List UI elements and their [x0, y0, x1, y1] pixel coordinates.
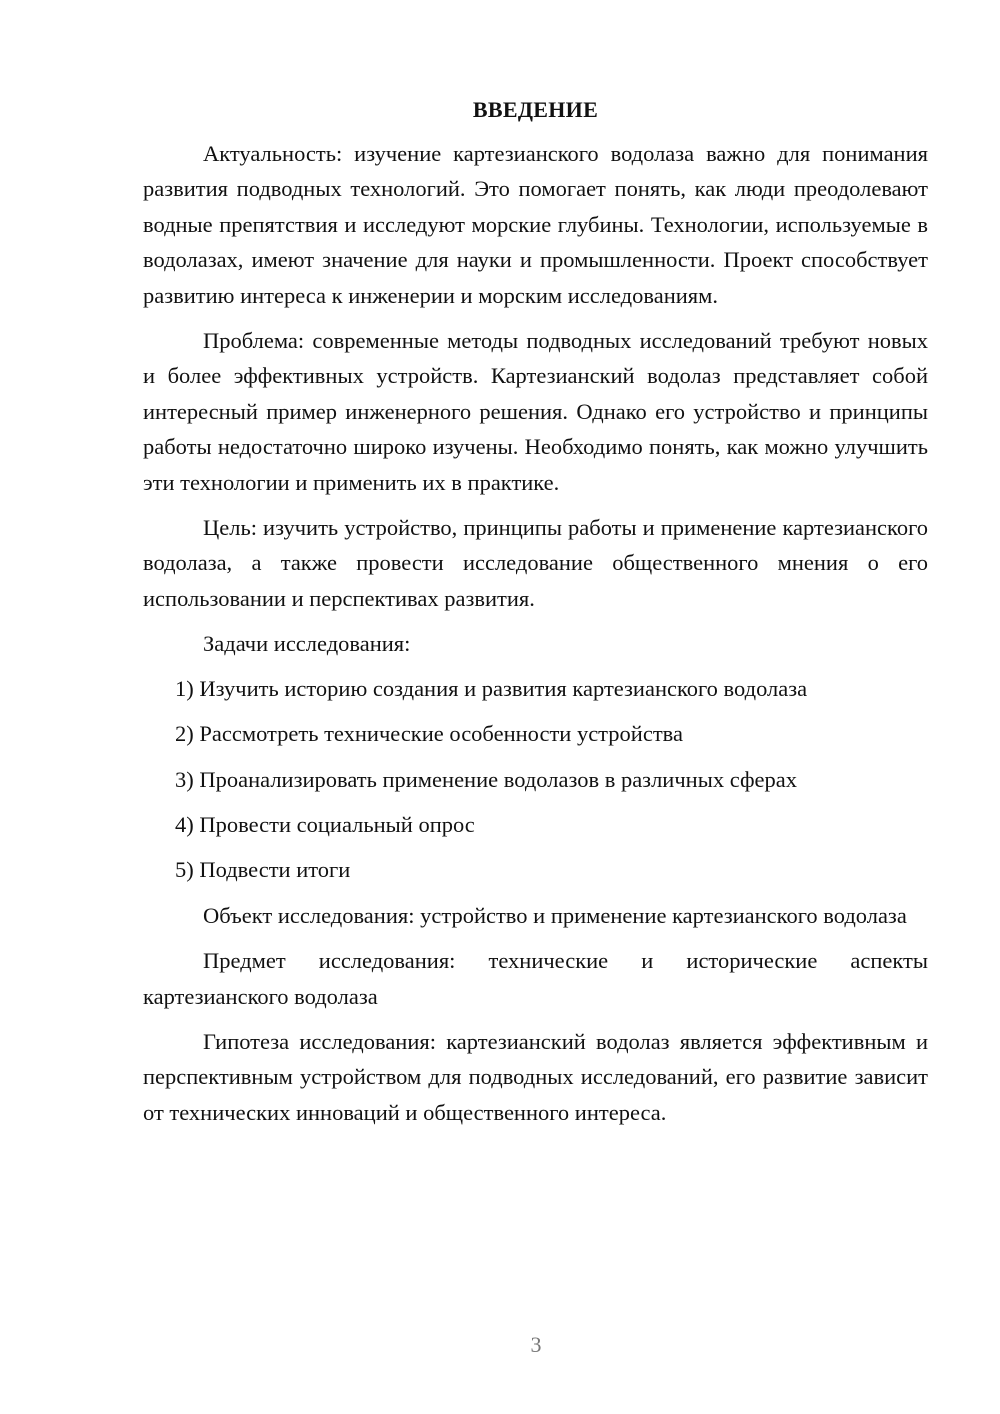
list-item: 1) Изучить историю создания и развития картезианского водолаза — [175, 675, 808, 701]
object-paragraph: Объект исследования: устройство и применение картезианского водолаза — [203, 902, 907, 928]
tasks-heading: Задачи исследования: — [203, 631, 411, 657]
hypothesis-paragraph: Гипотеза исследования: картезианский водолаз является эффективным и перспективным устройством для подводных исследований, его развитие зависит от технических инноваций и общественного интереса. — [143, 1028, 928, 1125]
list-item: 2) Рассмотреть технические особенности устройства — [175, 721, 683, 747]
problem-paragraph: Проблема: современные методы подводных исследований требуют новых и более эффективных устройств. Картезианский водолаз представляет собой интересный пример инженерного решения. Однако его устройство и принципы работы недостаточно широко изучены. Необходимо понять, как можно улучшить эти технологии и применить их в практике. — [143, 328, 928, 495]
tasks-list — [143, 671, 928, 888]
page-title: ВВЕДЕНИЕ — [472, 97, 599, 122]
list-item: 5) Подвести итоги — [175, 857, 351, 883]
subject-paragraph: Предмет исследования: технические и исторические аспекты картезианского водолаза — [143, 948, 928, 1009]
page-number: 3 — [530, 1332, 542, 1357]
list-item: 4) Провести социальный опрос — [175, 811, 475, 837]
list-item: 3) Проанализировать применение водолазов в различных сферах — [175, 766, 798, 792]
goal-paragraph: Цель: изучить устройство, принципы работы и применение картезианского водолаза, а также провести исследование общественного мнения о его использовании и перспективах развития. — [143, 515, 928, 611]
relevance-paragraph: Актуальность: изучение картезианского водолаза важно для понимания развития подводных технологий. Это помогает понять, как люди преодолевают водные препятствия и исследуют морские глубины. Технологии, используемые в водолазах, имеют значение для науки и промышленности. Проект способствует развитию интереса к инженерии и морским исследованиям. — [143, 141, 928, 308]
document-page — [143, 94, 928, 1140]
